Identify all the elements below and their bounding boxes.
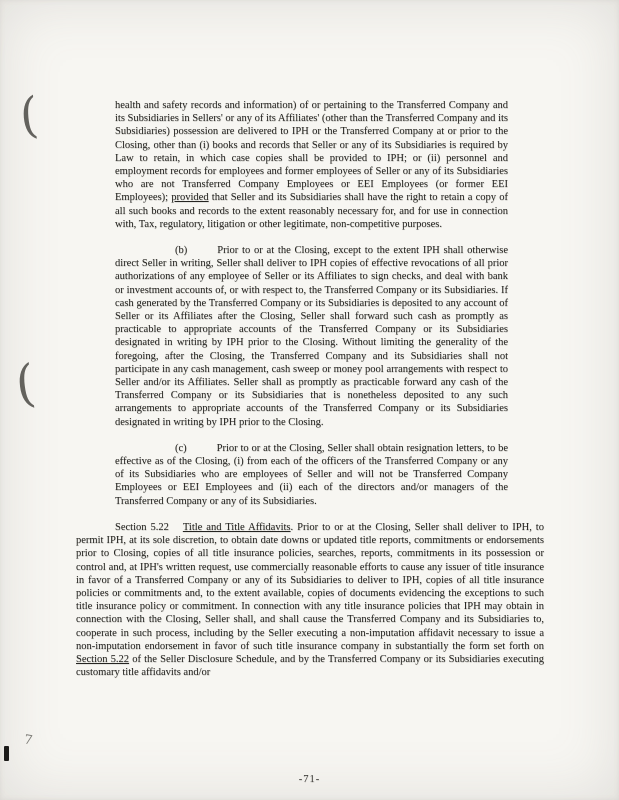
text-block xyxy=(76,99,544,679)
paragraph-b xyxy=(115,244,508,429)
paragraph-label: (c) xyxy=(175,442,187,454)
paragraph-section-5-22 xyxy=(76,521,544,679)
paragraph-text: that Seller and its Subsidiaries shall have the right to retain a copy of all such books and records to the extent reasonably necessary for, and for use in connection with, Tax, regulatory, litigation or other legitimate, non-competitive purposes. xyxy=(115,192,508,230)
paragraph-text: Prior to or at the Closing, except to the extent IPH shall otherwise direct Seller in writing, Seller shall deliver to IPH copies of effective revocations of all prior authorizations of any employee of Seller or its Affiliates to sign checks, and deal with bank or investment accounts of, or with respect to, the Transferred Company or its Subsidiaries. If cash generated by the Transferred Company or its Subsidiaries is deposited to any account of Seller or its Affiliates after the Closing, Seller shall forward such cash as promptly as practicable to appropriate accounts of the Transferred Company or its Subsidiaries designated in writing by IPH prior to the Closing. Without limiting the generality of the foregoing, after the Closing, the Transferred Company and its Subsidiaries shall not participate in any cash management, cash sweep or money pool arrangements with respect to Seller and/or its Affiliates. Seller shall as promptly as practicable forward any cash of the Transferred Company or its Subsidiaries that is nonetheless deposited to any such arrangements to appropriate accounts of the Transferred Company or its Subsidiaries designated in writing by IPH prior to the Closing. xyxy=(115,245,508,428)
section-number: Section 5.22 xyxy=(115,521,169,533)
pen-mark-paren-top-icon: ( xyxy=(17,85,41,145)
paragraph-text: of the Seller Disclosure Schedule, and by the Transferred Company or its Subsidiaries executing customary title affidavits and/or xyxy=(76,653,544,679)
paragraph-c xyxy=(115,442,508,508)
section-title: Title and Title Affidavits xyxy=(182,521,291,533)
scan-edge-artifact xyxy=(4,746,9,761)
pen-mark-paren-mid-icon: ( xyxy=(12,353,39,415)
underlined-term-provided: provided xyxy=(171,192,209,204)
paragraph-text: health and safety records and information) of or pertaining to the Transferred Company and its Subsidiaries in Sellers' or any of its Affiliates' (other than the Transferred Company and its Subsidiaries) possession are delivered to IPH or the Transferred Company at or prior to the Closing, other than (i) books and records that Seller or any of its Subsidiaries is required by Law to retain, in which case copies shall be provided to IPH; or (ii) personnel and employment records for employees and former employees of Seller or any of its Subsidiaries who are not Transferred Company Employees or EEI Employees (or former EEI Employees); xyxy=(115,100,508,204)
paragraph-continuation xyxy=(115,99,508,231)
paragraph-text: . Prior to or at the Closing, Seller shall deliver to IPH, to permit IPH, at its sole discretion, to obtain date downs or updated title reports, commitments or endorsements prior to Closing, copies of all title insurance policies, searches, reports, commitments in its possession or control and, at IPH's written request, use commercially reasonable efforts to cause any issuer of title insurance in favor of a Transferred Company or any of its Subsidiaries to deliver to IPH, copies of all title insurance policies or commitments and, to the extent available, copies of documents evidencing the exceptions to such title insurance policy or commitment. In connection with any title insurance policies that IPH may obtain in connection with the Closing, Seller shall, and shall cause the Transferred Company and its Subsidiaries to, cooperate in such process, including by the Seller executing a non-imputation affidavit necessary to issue a non-imputation endorsement in favor of such title insurance company in substantially the form set forth on xyxy=(76,521,544,652)
cross-reference-section-5-22: Section 5.22 xyxy=(76,653,130,665)
page-number: -71- xyxy=(298,774,321,785)
paragraph-text: Prior to or at the Closing, Seller shall obtain resignation letters, to be effective as of the Closing, (i) from each of the officers of the Transferred Company or any of its Subsidiaries who are employees of Seller and will not be Transferred Company Employees or EEI Employees and (ii) each of the directors and/or managers of the Transferred Company or any of its Subsidiaries. xyxy=(115,442,508,507)
paragraph-label: (b) xyxy=(175,245,188,257)
pen-mark-scribble-icon: 7 xyxy=(22,732,34,749)
